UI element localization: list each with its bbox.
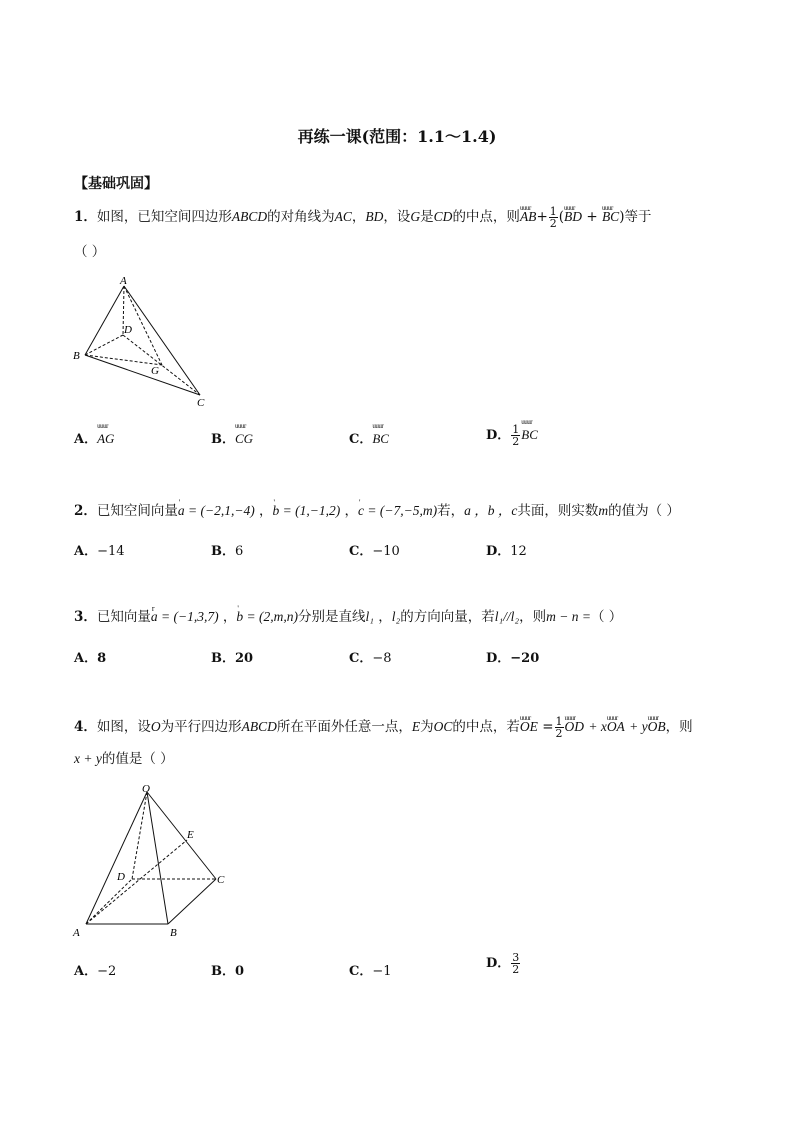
stem-text: ，则 [665,719,693,735]
option-b[interactable] [211,540,243,559]
stem-text: 的中点，若 [452,719,520,735]
math-var: G [410,209,421,224]
point-label-g: G [151,365,159,377]
math-vars: a ，b ，c [464,503,518,518]
option-value: 0 [235,964,245,979]
denominator: 2 [555,727,563,740]
vertex-label-a: A [120,275,127,287]
option-b[interactable] [211,960,244,979]
edge-od [132,792,147,879]
numerator: 1 [549,205,557,218]
stem-text: 的方向向量，若 [400,609,495,625]
option-letter: C． [349,432,373,447]
vector: uuur OD [565,718,585,736]
stem-text: ， [351,209,366,225]
option-letter: A． [74,432,98,447]
vertex-label-o: O [142,783,150,795]
option-c[interactable] [349,647,392,666]
vertex-label-d: D [124,324,132,336]
math-var: m [598,503,609,518]
vector: uuur OA [607,718,625,736]
section-heading: 【基础巩固】 [74,176,158,192]
answer-paren: （ ） [74,244,106,260]
math-expression: m − n = [546,609,591,624]
stem-text: 已知空间向量 [96,503,178,519]
option-b[interactable] [211,647,253,666]
option-a[interactable] [74,428,114,447]
math-expression: l₁//l₂ [494,609,520,624]
option-letter: D． [486,956,511,971]
option-letter: B． [211,651,235,666]
stem-text: ，设 [383,209,411,225]
option-value: 12 [510,544,527,559]
question-number: 3． [74,609,97,625]
option-letter: B． [211,544,235,559]
question-1-stem: 1．如图，已知空间四边形ABCD的对角线为AC，BD，设G是CD的中点，则uuur AB+ $\frac{1}{2}$ (uuur BD + uuur BC)等于 [74,206,651,229]
edge-bc [85,355,200,395]
vertex-label-a: A [73,927,80,939]
stem-text: 如图，已知空间四边形 [96,209,232,225]
question-number: 4． [74,719,97,735]
option-c[interactable] [349,428,389,447]
option-c[interactable] [349,540,400,559]
option-c[interactable] [349,960,392,979]
math-var: l₂ [391,609,401,624]
denominator: 2 [549,217,557,230]
math-var: AC [334,209,352,224]
stem-text: ，则 [519,609,547,625]
option-value: 6 [235,544,244,559]
question-number: 1． [74,209,97,225]
question-2-stem: 2．已知空间向量' a = (−2,1,−4) ，' b = (1,−1,2) ，' c = (−7,−5,m)若，a ，b ，c共面，则实数m的值为（ ） [74,502,680,520]
vector: uuur OB [648,718,666,736]
math-var: E [411,719,421,734]
operator: = [542,719,554,735]
option-value: −14 [97,544,125,559]
vertex-label-b: B [170,927,177,939]
math-expression: x + y [74,751,102,766]
fraction [511,952,520,975]
stem-text: 共面，则实数 [517,503,599,519]
edge-oa [86,792,147,924]
vector-equation: ' b = (1,−1,2) [273,502,341,520]
option-letter: D． [486,544,511,559]
vertex-label-c: C [217,874,225,886]
stem-text: 的值是（ ） [101,751,174,767]
numerator: 1 [512,423,520,436]
option-d[interactable] [486,952,521,975]
numerator: 3 [512,951,520,964]
option-letter: A． [74,964,98,979]
edge-ad [86,879,132,924]
stem-text: 的对角线为 [267,209,335,225]
vector-equation: ' b = (2,m,n) [236,608,298,626]
vertex-label-c: C [197,397,205,409]
stem-text: 如图，设 [96,719,151,735]
vector: uuur CG [235,431,253,447]
vector: uuur BC [521,427,538,443]
stem-text: 已知向量 [96,609,151,625]
denominator: 2 [512,963,520,976]
stem-text: 的中点，则 [452,209,520,225]
option-d[interactable] [486,424,538,447]
question-number: 2． [74,503,97,519]
option-d[interactable] [486,540,527,559]
option-letter: B． [211,964,235,979]
vector: uuur BC [372,431,389,447]
option-letter: C． [349,544,373,559]
option-value: −10 [372,544,400,559]
math-var: + y [629,719,648,734]
option-letter: C． [349,964,373,979]
denominator: 2 [512,435,520,448]
stem-text: 的值为（ ） [608,503,680,519]
vector: uuur AB [520,208,537,226]
math-var: ABCD [241,719,277,734]
edge-bc [168,879,216,924]
option-a[interactable] [74,647,106,666]
stem-text: 分别是直线 [298,609,366,625]
option-value: −2 [97,964,117,979]
question-3-stem: 3．已知向量r a = (−1,3,7) ，' b = (2,m,n)分别是直线l₁ ，l₂的方向向量，若l₁//l₂，则m − n =（ ） [74,608,622,626]
option-value: −8 [372,651,392,666]
math-var: + x [588,719,607,734]
fraction [549,206,558,229]
math-var: BD [365,209,384,224]
vector: uuur BC [602,208,619,226]
vertex-label-b: B [73,350,80,362]
option-letter: A． [74,651,98,666]
vector: uuur OE [520,718,538,736]
question-4-stem [74,716,693,739]
vector-equation: r a = (−1,3,7) [151,608,219,626]
point-label-e: E [187,829,194,841]
stem-text: 是 [420,209,434,225]
option-letter: D． [486,428,511,443]
page-title: 再练一课(范围：1.1～1.4) [297,127,497,146]
pyramid-figure [70,780,235,940]
stem-text: 为平行四边形 [160,719,242,735]
operator: + [536,209,548,225]
fraction [511,424,520,447]
option-value: 20 [235,651,254,666]
stem-text: 等于 [624,209,652,225]
option-letter: D． [486,651,511,666]
math-var: CD [433,209,453,224]
option-letter: A． [74,544,98,559]
stem-text: 若， [437,503,465,519]
vector-equation: ' c = (−7,−5,m) [358,502,437,520]
math-var: OC [433,719,453,734]
tetrahedron-figure [70,272,220,412]
vector: uuur AG [97,431,114,447]
question-4-stem-cont [74,750,174,768]
segment-bg [85,355,162,365]
option-value: −1 [372,964,392,979]
option-letter: B． [211,432,235,447]
option-a[interactable] [74,540,125,559]
option-letter: C． [349,651,373,666]
vector: uuur BD [564,208,582,226]
fraction [555,716,564,739]
option-value: 8 [97,651,107,666]
math-var: O [150,719,161,734]
edge-oc [147,792,216,879]
option-a[interactable] [74,960,116,979]
answer-paren: （ ） [590,609,623,625]
edge-ac [124,286,200,395]
numerator: 1 [555,715,563,728]
math-var: ABCD [231,209,268,224]
vertex-label-d: D [117,871,125,883]
option-b[interactable] [211,428,253,447]
option-d[interactable] [486,647,539,666]
stem-text: 所在平面外任意一点， [276,719,412,735]
vector-equation: ' a = (−2,1,−4) [178,502,255,520]
math-var: l₁ [365,609,374,624]
stem-text: 为 [420,719,434,735]
option-value: −20 [510,651,540,666]
